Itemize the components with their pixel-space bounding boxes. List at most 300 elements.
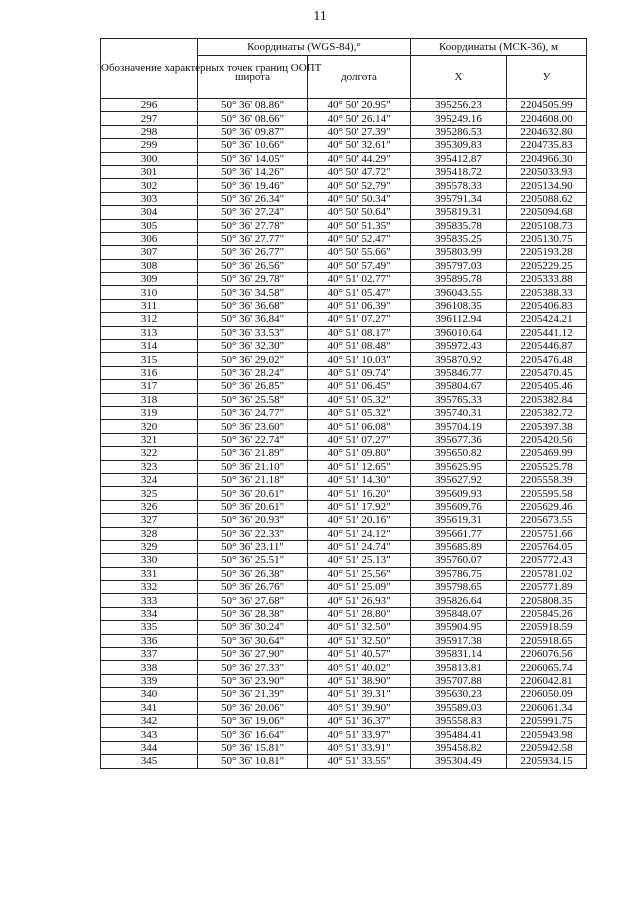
table-row [101, 487, 587, 500]
longitude-cell: 40° 51' 33.91" [308, 741, 411, 754]
y-cell: 2205333.88 [507, 273, 587, 286]
y-cell: 2205476.48 [507, 353, 587, 366]
table-row [101, 433, 587, 446]
longitude-cell: 40° 51' 07.27" [308, 313, 411, 326]
point-id-cell: 345 [101, 755, 198, 768]
table-row [101, 326, 587, 339]
y-cell: 2205595.58 [507, 487, 587, 500]
point-id-cell: 314 [101, 340, 198, 353]
point-id-cell: 308 [101, 259, 198, 272]
latitude-cell: 50° 36' 19.46" [198, 179, 308, 192]
y-cell: 2206061.34 [507, 701, 587, 714]
header-longitude: долгота [308, 56, 411, 99]
latitude-cell: 50° 36' 26.56" [198, 259, 308, 272]
x-cell: 395589.03 [411, 701, 507, 714]
x-cell: 396108.35 [411, 299, 507, 312]
point-id-cell: 300 [101, 152, 198, 165]
latitude-cell: 50° 36' 23.11" [198, 540, 308, 553]
point-id-cell: 331 [101, 567, 198, 580]
x-cell: 395304.49 [411, 755, 507, 768]
longitude-cell: 40° 50' 20.95" [308, 99, 411, 112]
point-id-cell: 312 [101, 313, 198, 326]
table-row [101, 259, 587, 272]
longitude-cell: 40° 51' 40.57" [308, 648, 411, 661]
longitude-cell: 40° 51' 25.56" [308, 567, 411, 580]
table-row [101, 554, 587, 567]
y-cell: 2205130.75 [507, 232, 587, 245]
point-id-cell: 317 [101, 380, 198, 393]
point-id-cell: 326 [101, 500, 198, 513]
x-cell: 395813.81 [411, 661, 507, 674]
longitude-cell: 40° 51' 08.17" [308, 326, 411, 339]
latitude-cell: 50° 36' 26.76" [198, 581, 308, 594]
x-cell: 395704.19 [411, 420, 507, 433]
point-id-cell: 299 [101, 139, 198, 152]
longitude-cell: 40° 51' 38.90" [308, 674, 411, 687]
y-cell: 2205808.35 [507, 594, 587, 607]
table-row [101, 313, 587, 326]
longitude-cell: 40° 50' 47.72" [308, 165, 411, 178]
longitude-cell: 40° 50' 44.29" [308, 152, 411, 165]
table-row [101, 393, 587, 406]
point-id-cell: 311 [101, 299, 198, 312]
longitude-cell: 40° 51' 33.97" [308, 728, 411, 741]
point-id-cell: 306 [101, 232, 198, 245]
longitude-cell: 40° 51' 40.02" [308, 661, 411, 674]
longitude-cell: 40° 51' 16.20" [308, 487, 411, 500]
point-id-cell: 332 [101, 581, 198, 594]
table-body [101, 99, 587, 769]
table-row [101, 728, 587, 741]
x-cell: 395609.76 [411, 500, 507, 513]
longitude-cell: 40° 51' 25.09" [308, 581, 411, 594]
latitude-cell: 50° 36' 20.61" [198, 500, 308, 513]
x-cell: 395846.77 [411, 366, 507, 379]
x-cell: 395418.72 [411, 165, 507, 178]
y-cell: 2205134.90 [507, 179, 587, 192]
y-cell: 2204966.30 [507, 152, 587, 165]
latitude-cell: 50° 36' 20.06" [198, 701, 308, 714]
x-cell: 395765.33 [411, 393, 507, 406]
longitude-cell: 40° 51' 17.92" [308, 500, 411, 513]
latitude-cell: 50° 36' 27.24" [198, 206, 308, 219]
point-id-cell: 303 [101, 192, 198, 205]
table-row [101, 594, 587, 607]
point-id-cell: 321 [101, 433, 198, 446]
longitude-cell: 40° 50' 50.64" [308, 206, 411, 219]
table-row [101, 179, 587, 192]
latitude-cell: 50° 36' 26.34" [198, 192, 308, 205]
header-msk36-coordinates: Координаты (МСК-36), м [411, 39, 587, 56]
table-row [101, 340, 587, 353]
x-cell: 395619.31 [411, 514, 507, 527]
header-designation: Обозначение характерных точек границ ООПТ [101, 39, 198, 99]
x-cell: 395309.83 [411, 139, 507, 152]
table-row [101, 607, 587, 620]
x-cell: 395904.95 [411, 621, 507, 634]
latitude-cell: 50° 36' 32.30" [198, 340, 308, 353]
header-latitude: широта [198, 56, 308, 99]
longitude-cell: 40° 51' 36.37" [308, 714, 411, 727]
y-cell: 2205033.93 [507, 165, 587, 178]
latitude-cell: 50° 36' 29.78" [198, 273, 308, 286]
latitude-cell: 50° 36' 21.89" [198, 447, 308, 460]
x-cell: 395661.77 [411, 527, 507, 540]
point-id-cell: 296 [101, 99, 198, 112]
y-cell: 2204735.83 [507, 139, 587, 152]
x-cell: 395797.03 [411, 259, 507, 272]
y-cell: 2205424.21 [507, 313, 587, 326]
x-cell: 395835.25 [411, 232, 507, 245]
point-id-cell: 328 [101, 527, 198, 540]
longitude-cell: 40° 51' 25.13" [308, 554, 411, 567]
table-row [101, 420, 587, 433]
table-row [101, 192, 587, 205]
table-row [101, 688, 587, 701]
latitude-cell: 50° 36' 27.78" [198, 219, 308, 232]
header-x: X [411, 56, 507, 99]
y-cell: 2205382.84 [507, 393, 587, 406]
y-cell: 2205193.28 [507, 246, 587, 259]
y-cell: 2205382.72 [507, 406, 587, 419]
y-cell: 2205441.12 [507, 326, 587, 339]
latitude-cell: 50° 36' 25.51" [198, 554, 308, 567]
x-cell: 395685.89 [411, 540, 507, 553]
latitude-cell: 50° 36' 08.86" [198, 99, 308, 112]
latitude-cell: 50° 36' 24.77" [198, 406, 308, 419]
table-row [101, 755, 587, 768]
table-row [101, 514, 587, 527]
point-id-cell: 319 [101, 406, 198, 419]
latitude-cell: 50° 36' 30.24" [198, 621, 308, 634]
table-row [101, 112, 587, 125]
longitude-cell: 40° 51' 20.16" [308, 514, 411, 527]
table-row [101, 701, 587, 714]
y-cell: 2205991.75 [507, 714, 587, 727]
longitude-cell: 40° 51' 08.48" [308, 340, 411, 353]
y-cell: 2205918.59 [507, 621, 587, 634]
latitude-cell: 50° 36' 25.58" [198, 393, 308, 406]
x-cell: 395627.92 [411, 473, 507, 486]
point-id-cell: 318 [101, 393, 198, 406]
latitude-cell: 50° 36' 14.05" [198, 152, 308, 165]
point-id-cell: 322 [101, 447, 198, 460]
point-id-cell: 320 [101, 420, 198, 433]
latitude-cell: 50° 36' 23.90" [198, 674, 308, 687]
x-cell: 395835.78 [411, 219, 507, 232]
longitude-cell: 40° 51' 07.27" [308, 433, 411, 446]
x-cell: 395249.16 [411, 112, 507, 125]
point-id-cell: 343 [101, 728, 198, 741]
longitude-cell: 40° 51' 24.74" [308, 540, 411, 553]
latitude-cell: 50° 36' 26.85" [198, 380, 308, 393]
longitude-cell: 40° 51' 09.74" [308, 366, 411, 379]
point-id-cell: 313 [101, 326, 198, 339]
latitude-cell: 50° 36' 27.68" [198, 594, 308, 607]
y-cell: 2205845.26 [507, 607, 587, 620]
y-cell: 2206050.09 [507, 688, 587, 701]
x-cell: 395740.31 [411, 406, 507, 419]
point-id-cell: 333 [101, 594, 198, 607]
y-cell: 2205406.83 [507, 299, 587, 312]
y-cell: 2205751.66 [507, 527, 587, 540]
y-cell: 2204608.00 [507, 112, 587, 125]
y-cell: 2205088.62 [507, 192, 587, 205]
table-row [101, 299, 587, 312]
table-row [101, 125, 587, 138]
y-cell: 2205405.46 [507, 380, 587, 393]
point-id-cell: 327 [101, 514, 198, 527]
table-row [101, 99, 587, 112]
x-cell: 395831.14 [411, 648, 507, 661]
point-id-cell: 307 [101, 246, 198, 259]
x-cell: 395848.07 [411, 607, 507, 620]
latitude-cell: 50° 36' 36.68" [198, 299, 308, 312]
table-row [101, 219, 587, 232]
longitude-cell: 40° 51' 10.03" [308, 353, 411, 366]
point-id-cell: 316 [101, 366, 198, 379]
x-cell: 395804.67 [411, 380, 507, 393]
point-id-cell: 323 [101, 460, 198, 473]
longitude-cell: 40° 51' 05.47" [308, 286, 411, 299]
y-cell: 2205934.15 [507, 755, 587, 768]
longitude-cell: 40° 51' 05.32" [308, 406, 411, 419]
table-row [101, 165, 587, 178]
point-id-cell: 339 [101, 674, 198, 687]
point-id-cell: 340 [101, 688, 198, 701]
latitude-cell: 50° 36' 20.93" [198, 514, 308, 527]
y-cell: 2205781.02 [507, 567, 587, 580]
latitude-cell: 50° 36' 29.02" [198, 353, 308, 366]
y-cell: 2205943.98 [507, 728, 587, 741]
x-cell: 395650.82 [411, 447, 507, 460]
point-id-cell: 298 [101, 125, 198, 138]
point-id-cell: 341 [101, 701, 198, 714]
longitude-cell: 40° 51' 06.45" [308, 380, 411, 393]
y-cell: 2204632.80 [507, 125, 587, 138]
y-cell: 2205420.56 [507, 433, 587, 446]
table-row [101, 473, 587, 486]
y-cell: 2205771.89 [507, 581, 587, 594]
latitude-cell: 50° 36' 23.60" [198, 420, 308, 433]
x-cell: 395458.82 [411, 741, 507, 754]
table-row [101, 527, 587, 540]
longitude-cell: 40° 51' 28.80" [308, 607, 411, 620]
table-row [101, 460, 587, 473]
point-id-cell: 329 [101, 540, 198, 553]
longitude-cell: 40° 51' 33.55" [308, 755, 411, 768]
longitude-cell: 40° 51' 32.50" [308, 621, 411, 634]
header-wgs84-coordinates: Координаты (WGS-84),° [198, 39, 411, 56]
x-cell: 395286.53 [411, 125, 507, 138]
y-cell: 2205094.68 [507, 206, 587, 219]
latitude-cell: 50° 36' 20.61" [198, 487, 308, 500]
table-row [101, 714, 587, 727]
longitude-cell: 40° 50' 52.79" [308, 179, 411, 192]
x-cell: 395412.87 [411, 152, 507, 165]
table-row [101, 406, 587, 419]
x-cell: 395870.92 [411, 353, 507, 366]
y-cell: 2205942.58 [507, 741, 587, 754]
longitude-cell: 40° 50' 55.66" [308, 246, 411, 259]
y-cell: 2205558.39 [507, 473, 587, 486]
y-cell: 2205525.78 [507, 460, 587, 473]
longitude-cell: 40° 51' 09.80" [308, 447, 411, 460]
x-cell: 395895.78 [411, 273, 507, 286]
table-row [101, 206, 587, 219]
point-id-cell: 330 [101, 554, 198, 567]
y-cell: 2205397.38 [507, 420, 587, 433]
point-id-cell: 342 [101, 714, 198, 727]
point-id-cell: 302 [101, 179, 198, 192]
table-row [101, 741, 587, 754]
y-cell: 2204505.99 [507, 99, 587, 112]
table-row [101, 366, 587, 379]
latitude-cell: 50° 36' 19.06" [198, 714, 308, 727]
x-cell: 395786.75 [411, 567, 507, 580]
table-row [101, 500, 587, 513]
x-cell: 395677.36 [411, 433, 507, 446]
point-id-cell: 304 [101, 206, 198, 219]
point-id-cell: 335 [101, 621, 198, 634]
x-cell: 395630.23 [411, 688, 507, 701]
table-row [101, 380, 587, 393]
y-cell: 2205108.73 [507, 219, 587, 232]
table-row [101, 353, 587, 366]
latitude-cell: 50° 36' 21.10" [198, 460, 308, 473]
x-cell: 395625.95 [411, 460, 507, 473]
x-cell: 395484.41 [411, 728, 507, 741]
longitude-cell: 40° 51' 26.93" [308, 594, 411, 607]
table-row [101, 674, 587, 687]
table-row [101, 232, 587, 245]
point-id-cell: 309 [101, 273, 198, 286]
y-cell: 2206065.74 [507, 661, 587, 674]
y-cell: 2205629.46 [507, 500, 587, 513]
longitude-cell: 40° 51' 02.77" [308, 273, 411, 286]
table-row [101, 139, 587, 152]
longitude-cell: 40° 50' 26.14" [308, 112, 411, 125]
point-id-cell: 324 [101, 473, 198, 486]
x-cell: 395803.99 [411, 246, 507, 259]
latitude-cell: 50° 36' 10.81" [198, 755, 308, 768]
x-cell: 395819.31 [411, 206, 507, 219]
longitude-cell: 40° 50' 32.61" [308, 139, 411, 152]
table-row [101, 581, 587, 594]
latitude-cell: 50° 36' 08.66" [198, 112, 308, 125]
longitude-cell: 40° 51' 12.65" [308, 460, 411, 473]
latitude-cell: 50° 36' 22.74" [198, 433, 308, 446]
coordinates-table [100, 38, 587, 769]
y-cell: 2205673.55 [507, 514, 587, 527]
x-cell: 395707.88 [411, 674, 507, 687]
latitude-cell: 50° 36' 16.64" [198, 728, 308, 741]
longitude-cell: 40° 50' 52.47" [308, 232, 411, 245]
header-y: У [507, 56, 587, 99]
point-id-cell: 344 [101, 741, 198, 754]
latitude-cell: 50° 36' 22.33" [198, 527, 308, 540]
x-cell: 395609.93 [411, 487, 507, 500]
latitude-cell: 50° 36' 36.84" [198, 313, 308, 326]
y-cell: 2205918.65 [507, 634, 587, 647]
x-cell: 395917.38 [411, 634, 507, 647]
x-cell: 395826.64 [411, 594, 507, 607]
latitude-cell: 50° 36' 15.81" [198, 741, 308, 754]
table-row [101, 621, 587, 634]
longitude-cell: 40° 51' 39.31" [308, 688, 411, 701]
longitude-cell: 40° 51' 24.12" [308, 527, 411, 540]
latitude-cell: 50° 36' 27.33" [198, 661, 308, 674]
table-row [101, 567, 587, 580]
point-id-cell: 310 [101, 286, 198, 299]
x-cell: 395256.23 [411, 99, 507, 112]
y-cell: 2205764.05 [507, 540, 587, 553]
latitude-cell: 50° 36' 33.53" [198, 326, 308, 339]
latitude-cell: 50° 36' 14.26" [198, 165, 308, 178]
x-cell: 395760.07 [411, 554, 507, 567]
longitude-cell: 40° 51' 06.39" [308, 299, 411, 312]
x-cell: 395798.65 [411, 581, 507, 594]
point-id-cell: 338 [101, 661, 198, 674]
longitude-cell: 40° 51' 06.08" [308, 420, 411, 433]
table-row [101, 152, 587, 165]
longitude-cell: 40° 50' 27.39" [308, 125, 411, 138]
x-cell: 395791.34 [411, 192, 507, 205]
table-row [101, 648, 587, 661]
x-cell: 395558.83 [411, 714, 507, 727]
point-id-cell: 337 [101, 648, 198, 661]
table-row [101, 661, 587, 674]
y-cell: 2205470.45 [507, 366, 587, 379]
x-cell: 396112.94 [411, 313, 507, 326]
longitude-cell: 40° 51' 14.30" [308, 473, 411, 486]
latitude-cell: 50° 36' 21.39" [198, 688, 308, 701]
page-number: 11 [313, 9, 327, 24]
y-cell: 2206076.56 [507, 648, 587, 661]
point-id-cell: 325 [101, 487, 198, 500]
point-id-cell: 305 [101, 219, 198, 232]
latitude-cell: 50° 36' 10.66" [198, 139, 308, 152]
longitude-cell: 40° 51' 05.32" [308, 393, 411, 406]
table-row [101, 447, 587, 460]
longitude-cell: 40° 50' 57.49" [308, 259, 411, 272]
x-cell: 395972.43 [411, 340, 507, 353]
longitude-cell: 40° 50' 50.34" [308, 192, 411, 205]
latitude-cell: 50° 36' 26.38" [198, 567, 308, 580]
table-row [101, 540, 587, 553]
latitude-cell: 50° 36' 34.58" [198, 286, 308, 299]
table-row [101, 634, 587, 647]
point-id-cell: 315 [101, 353, 198, 366]
longitude-cell: 40° 51' 39.90" [308, 701, 411, 714]
y-cell: 2206042.81 [507, 674, 587, 687]
point-id-cell: 297 [101, 112, 198, 125]
x-cell: 396043.55 [411, 286, 507, 299]
table-row [101, 286, 587, 299]
latitude-cell: 50° 36' 30.64" [198, 634, 308, 647]
table-row [101, 273, 587, 286]
longitude-cell: 40° 51' 32.50" [308, 634, 411, 647]
latitude-cell: 50° 36' 27.77" [198, 232, 308, 245]
y-cell: 2205388.33 [507, 286, 587, 299]
latitude-cell: 50° 36' 21.18" [198, 473, 308, 486]
y-cell: 2205772.43 [507, 554, 587, 567]
latitude-cell: 50° 36' 09.87" [198, 125, 308, 138]
latitude-cell: 50° 36' 26.77" [198, 246, 308, 259]
y-cell: 2205469.99 [507, 447, 587, 460]
point-id-cell: 301 [101, 165, 198, 178]
x-cell: 396010.64 [411, 326, 507, 339]
